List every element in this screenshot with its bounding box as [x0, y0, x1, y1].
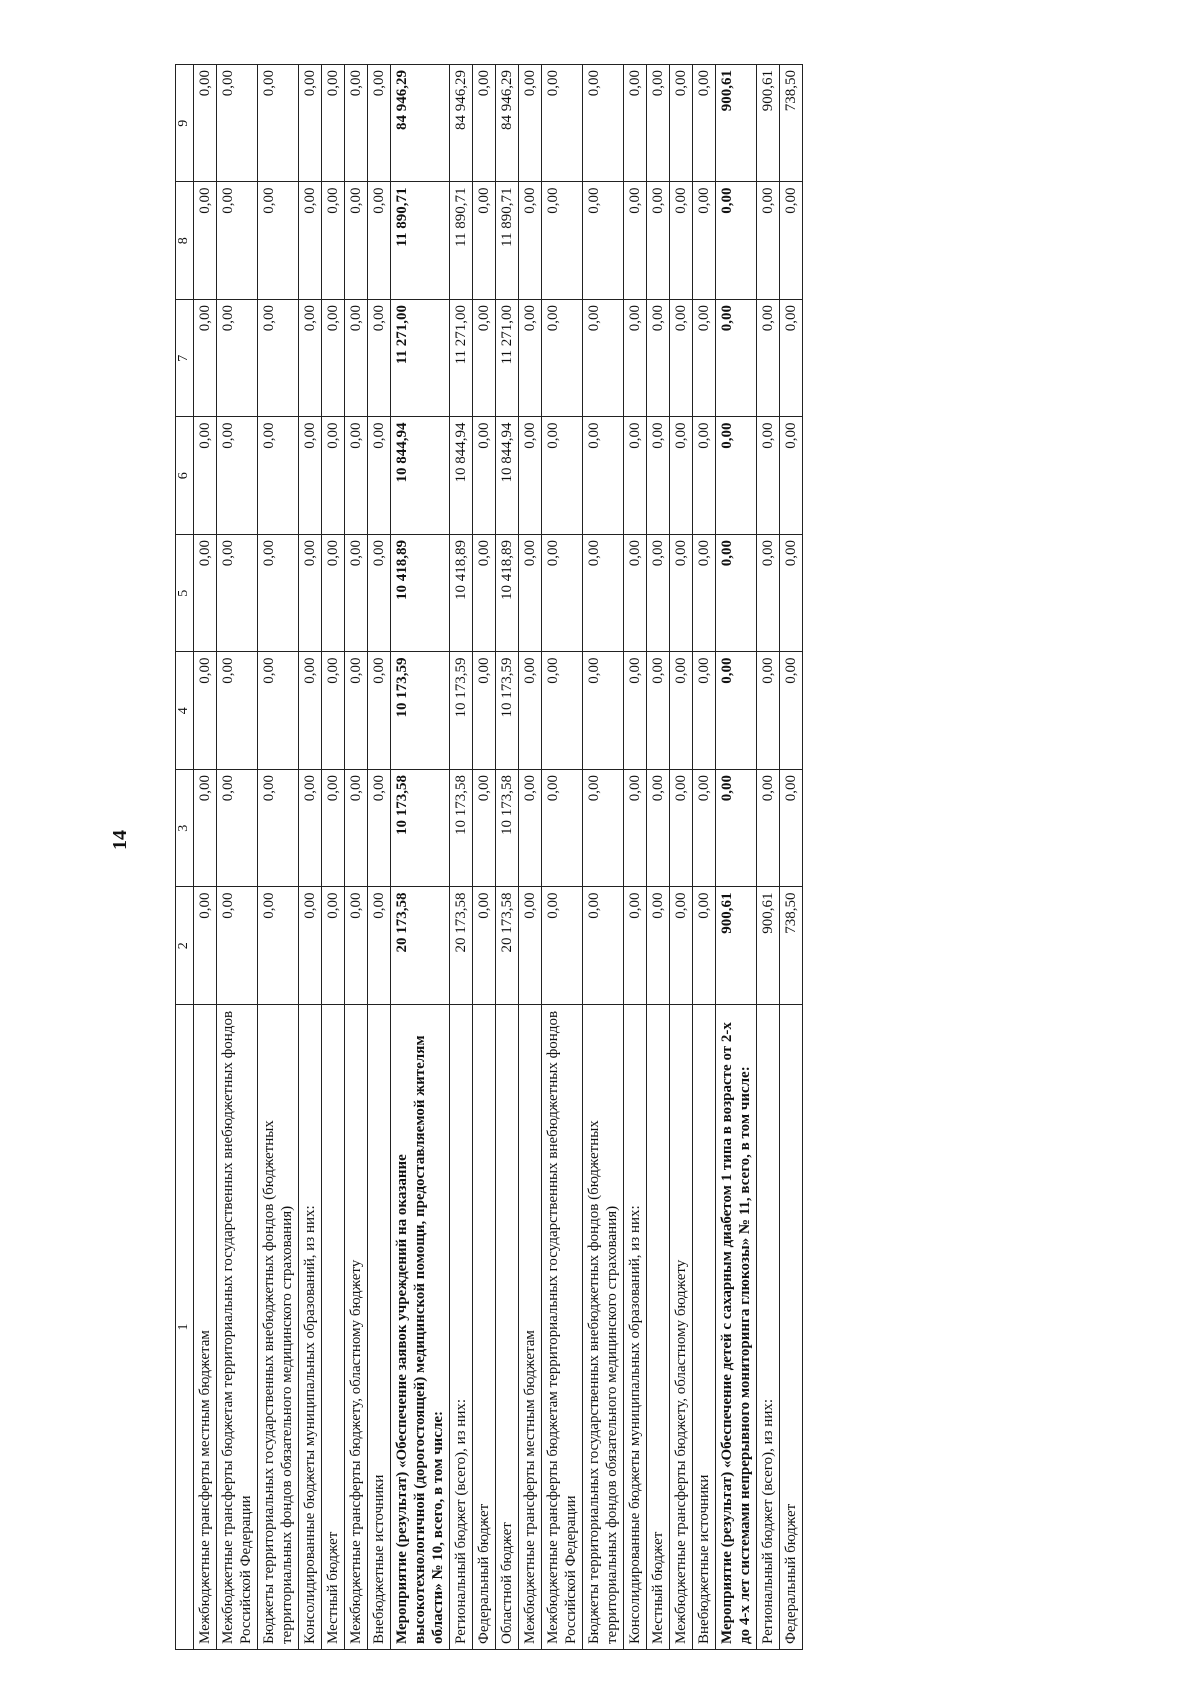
value-cell: 0,00 [779, 770, 802, 888]
value-cell: 0,00 [646, 652, 669, 770]
value-cell: 0,00 [756, 417, 779, 535]
value-cell: 0,00 [321, 65, 344, 183]
value-cell: 0,00 [298, 535, 321, 653]
value-cell: 0,00 [193, 887, 216, 1005]
row-label: Межбюджетные трансферты бюджету, областному бюджету [669, 1005, 692, 1650]
value-cell: 11 890,71 [390, 182, 449, 300]
value-cell: 0,00 [692, 417, 715, 535]
value-cell: 0,00 [779, 182, 802, 300]
value-cell: 0,00 [298, 770, 321, 888]
value-cell: 0,00 [669, 887, 692, 1005]
row-label: Местный бюджет [646, 1005, 669, 1650]
column-header: 6 [176, 417, 194, 535]
value-cell: 20 173,58 [495, 887, 518, 1005]
value-cell: 0,00 [472, 65, 495, 183]
value-cell: 0,00 [193, 300, 216, 418]
value-cell: 0,00 [367, 887, 390, 1005]
value-cell: 900,61 [715, 887, 756, 1005]
column-header: 2 [176, 887, 194, 1005]
table-row [321, 65, 344, 1650]
value-cell: 0,00 [756, 770, 779, 888]
value-cell: 0,00 [344, 417, 367, 535]
value-cell: 84 946,29 [495, 65, 518, 183]
table-row [344, 65, 367, 1650]
value-cell: 0,00 [623, 652, 646, 770]
column-header: 9 [176, 65, 194, 183]
row-label: Бюджеты территориальных государственных внебюджетных фондов (бюджетных территориальных фондов обязательного медицинского страхования) [582, 1005, 623, 1650]
value-cell: 0,00 [518, 770, 541, 888]
value-cell: 0,00 [669, 65, 692, 183]
value-cell: 10 418,89 [390, 535, 449, 653]
value-cell: 0,00 [669, 770, 692, 888]
value-cell: 0,00 [321, 887, 344, 1005]
value-cell: 0,00 [779, 535, 802, 653]
value-cell: 900,61 [715, 65, 756, 183]
value-cell: 0,00 [582, 417, 623, 535]
row-label: Межбюджетные трансферты местным бюджетам [518, 1005, 541, 1650]
value-cell: 0,00 [344, 65, 367, 183]
value-cell: 0,00 [582, 887, 623, 1005]
value-cell: 0,00 [344, 300, 367, 418]
value-cell: 0,00 [623, 182, 646, 300]
column-header: 5 [176, 535, 194, 653]
value-cell: 0,00 [298, 300, 321, 418]
table-row [756, 65, 779, 1650]
value-cell: 0,00 [216, 887, 257, 1005]
table-row [623, 65, 646, 1650]
table-row [390, 65, 449, 1650]
value-cell: 0,00 [298, 65, 321, 183]
value-cell: 0,00 [216, 65, 257, 183]
column-header: 3 [176, 770, 194, 888]
value-cell: 0,00 [518, 182, 541, 300]
value-cell: 0,00 [321, 652, 344, 770]
value-cell: 11 890,71 [449, 182, 472, 300]
value-cell: 10 173,59 [449, 652, 472, 770]
table-row [692, 65, 715, 1650]
table-row [582, 65, 623, 1650]
value-cell: 0,00 [692, 182, 715, 300]
value-cell: 0,00 [518, 652, 541, 770]
table-row [779, 65, 802, 1650]
value-cell: 0,00 [669, 652, 692, 770]
value-cell: 0,00 [692, 535, 715, 653]
value-cell: 0,00 [472, 182, 495, 300]
value-cell: 0,00 [321, 300, 344, 418]
value-cell: 0,00 [582, 770, 623, 888]
value-cell: 738,50 [779, 65, 802, 183]
page-number: 14 [109, 830, 131, 850]
row-label: Региональный бюджет (всего), из них: [449, 1005, 472, 1650]
row-label: Межбюджетные трансферты местным бюджетам [193, 1005, 216, 1650]
column-header: 8 [176, 182, 194, 300]
value-cell: 0,00 [518, 417, 541, 535]
table-row [715, 65, 756, 1650]
value-cell: 10 173,58 [495, 770, 518, 888]
value-cell: 0,00 [518, 65, 541, 183]
table-row [298, 65, 321, 1650]
table-row [367, 65, 390, 1650]
value-cell: 0,00 [298, 652, 321, 770]
value-cell: 10 418,89 [449, 535, 472, 653]
value-cell: 0,00 [623, 887, 646, 1005]
table-row [449, 65, 472, 1650]
value-cell: 0,00 [779, 300, 802, 418]
value-cell: 0,00 [623, 417, 646, 535]
row-label: Областной бюджет [495, 1005, 518, 1650]
value-cell: 0,00 [344, 770, 367, 888]
value-cell: 0,00 [623, 535, 646, 653]
value-cell: 0,00 [582, 652, 623, 770]
value-cell: 0,00 [692, 652, 715, 770]
value-cell: 0,00 [472, 535, 495, 653]
value-cell: 0,00 [541, 65, 582, 183]
table-row [646, 65, 669, 1650]
row-label: Межбюджетные трансферты бюджетам территориальных государственных внебюджетных фондов Российской Федерации [541, 1005, 582, 1650]
value-cell: 0,00 [623, 300, 646, 418]
value-cell: 0,00 [367, 535, 390, 653]
value-cell: 0,00 [216, 182, 257, 300]
value-cell: 0,00 [582, 300, 623, 418]
value-cell: 0,00 [344, 535, 367, 653]
table-row [216, 65, 257, 1650]
value-cell: 0,00 [756, 535, 779, 653]
value-cell: 0,00 [756, 300, 779, 418]
value-cell: 0,00 [541, 770, 582, 888]
value-cell: 0,00 [582, 65, 623, 183]
value-cell: 0,00 [193, 65, 216, 183]
value-cell: 0,00 [541, 182, 582, 300]
value-cell: 11 890,71 [495, 182, 518, 300]
value-cell: 0,00 [472, 770, 495, 888]
value-cell: 0,00 [257, 300, 298, 418]
value-cell: 0,00 [646, 65, 669, 183]
value-cell: 0,00 [472, 417, 495, 535]
value-cell: 0,00 [257, 770, 298, 888]
value-cell: 0,00 [646, 300, 669, 418]
value-cell: 0,00 [646, 417, 669, 535]
value-cell: 0,00 [344, 182, 367, 300]
value-cell: 0,00 [472, 652, 495, 770]
value-cell: 11 271,00 [495, 300, 518, 418]
table-header-row [176, 65, 194, 1650]
value-cell: 0,00 [216, 770, 257, 888]
column-header: 7 [176, 300, 194, 418]
row-label: Внебюджетные источники [692, 1005, 715, 1650]
value-cell: 0,00 [518, 300, 541, 418]
value-cell: 0,00 [344, 652, 367, 770]
value-cell: 0,00 [715, 300, 756, 418]
value-cell: 0,00 [257, 417, 298, 535]
value-cell: 0,00 [692, 300, 715, 418]
value-cell: 0,00 [692, 770, 715, 888]
value-cell: 10 173,58 [390, 770, 449, 888]
column-header: 4 [176, 652, 194, 770]
value-cell: 0,00 [193, 417, 216, 535]
row-label: Межбюджетные трансферты бюджетам территориальных государственных внебюджетных фондов Российской Федерации [216, 1005, 257, 1650]
value-cell: 0,00 [257, 535, 298, 653]
value-cell: 0,00 [367, 300, 390, 418]
row-label: Местный бюджет [321, 1005, 344, 1650]
value-cell: 84 946,29 [449, 65, 472, 183]
value-cell: 20 173,58 [390, 887, 449, 1005]
value-cell: 0,00 [541, 300, 582, 418]
value-cell: 0,00 [715, 652, 756, 770]
value-cell: 0,00 [367, 770, 390, 888]
row-label: Федеральный бюджет [779, 1005, 802, 1650]
value-cell: 0,00 [367, 652, 390, 770]
budget-table-container [175, 65, 1080, 1650]
row-label: Бюджеты территориальных государственных внебюджетных фондов (бюджетных территориальных фондов обязательного медицинского страхования) [257, 1005, 298, 1650]
row-label: Консолидированные бюджеты муниципальных образований, из них: [298, 1005, 321, 1650]
row-label: Межбюджетные трансферты бюджету, областному бюджету [344, 1005, 367, 1650]
value-cell: 0,00 [669, 535, 692, 653]
row-label: Консолидированные бюджеты муниципальных образований, из них: [623, 1005, 646, 1650]
value-cell: 10 844,94 [495, 417, 518, 535]
value-cell: 0,00 [367, 182, 390, 300]
value-cell: 0,00 [646, 770, 669, 888]
value-cell: 0,00 [692, 887, 715, 1005]
table-body [193, 65, 802, 1650]
value-cell: 0,00 [367, 65, 390, 183]
value-cell: 0,00 [193, 535, 216, 653]
value-cell: 0,00 [298, 417, 321, 535]
table-row [495, 65, 518, 1650]
budget-table [175, 64, 803, 1650]
value-cell: 10 173,59 [390, 652, 449, 770]
table-row [193, 65, 216, 1650]
value-cell: 0,00 [715, 417, 756, 535]
table-row [518, 65, 541, 1650]
value-cell: 0,00 [541, 652, 582, 770]
value-cell: 10 844,94 [390, 417, 449, 535]
value-cell: 0,00 [756, 652, 779, 770]
value-cell: 0,00 [623, 65, 646, 183]
value-cell: 738,50 [779, 887, 802, 1005]
row-label: Мероприятие (результат) «Обеспечение заявок учреждений на оказание высокотехнологичной (дорогостоящей) медицинской помощи, предоставляемой жителям области» № 10, всего, в том числе: [390, 1005, 449, 1650]
value-cell: 84 946,29 [390, 65, 449, 183]
value-cell: 20 173,58 [449, 887, 472, 1005]
value-cell: 0,00 [257, 652, 298, 770]
value-cell: 0,00 [321, 182, 344, 300]
value-cell: 0,00 [298, 887, 321, 1005]
value-cell: 0,00 [669, 182, 692, 300]
value-cell: 0,00 [216, 535, 257, 653]
value-cell: 0,00 [257, 65, 298, 183]
value-cell: 0,00 [472, 300, 495, 418]
value-cell: 0,00 [321, 770, 344, 888]
value-cell: 0,00 [216, 417, 257, 535]
value-cell: 0,00 [518, 535, 541, 653]
value-cell: 11 271,00 [449, 300, 472, 418]
table-row [472, 65, 495, 1650]
value-cell: 0,00 [669, 300, 692, 418]
value-cell: 0,00 [321, 535, 344, 653]
value-cell: 900,61 [756, 887, 779, 1005]
value-cell: 0,00 [298, 182, 321, 300]
value-cell: 10 844,94 [449, 417, 472, 535]
value-cell: 0,00 [472, 887, 495, 1005]
value-cell: 0,00 [193, 770, 216, 888]
value-cell: 0,00 [257, 182, 298, 300]
row-label: Внебюджетные источники [367, 1005, 390, 1650]
value-cell: 0,00 [216, 300, 257, 418]
value-cell: 0,00 [541, 887, 582, 1005]
value-cell: 0,00 [715, 535, 756, 653]
value-cell: 0,00 [669, 417, 692, 535]
value-cell: 10 173,58 [449, 770, 472, 888]
value-cell: 10 418,89 [495, 535, 518, 653]
column-header: 1 [176, 1005, 194, 1650]
value-cell: 0,00 [193, 182, 216, 300]
value-cell: 0,00 [582, 535, 623, 653]
value-cell: 0,00 [518, 887, 541, 1005]
row-label: Мероприятие (результат) «Обеспечение детей с сахарным диабетом 1 типа в возрасте от 2-х до 4-х лет системами непрерывного мониторинга глюкозы» № 11, всего, в том числе: [715, 1005, 756, 1650]
value-cell: 0,00 [257, 887, 298, 1005]
value-cell: 0,00 [779, 417, 802, 535]
table-row [541, 65, 582, 1650]
value-cell: 0,00 [646, 182, 669, 300]
value-cell: 0,00 [715, 770, 756, 888]
value-cell: 10 173,59 [495, 652, 518, 770]
value-cell: 0,00 [646, 535, 669, 653]
table-row [257, 65, 298, 1650]
value-cell: 0,00 [367, 417, 390, 535]
value-cell: 0,00 [692, 65, 715, 183]
value-cell: 0,00 [541, 535, 582, 653]
value-cell: 0,00 [756, 182, 779, 300]
value-cell: 0,00 [193, 652, 216, 770]
value-cell: 0,00 [779, 652, 802, 770]
value-cell: 0,00 [646, 887, 669, 1005]
table-row [669, 65, 692, 1650]
row-label: Федеральный бюджет [472, 1005, 495, 1650]
value-cell: 0,00 [623, 770, 646, 888]
value-cell: 0,00 [715, 182, 756, 300]
value-cell: 11 271,00 [390, 300, 449, 418]
value-cell: 0,00 [216, 652, 257, 770]
value-cell: 0,00 [344, 887, 367, 1005]
value-cell: 900,61 [756, 65, 779, 183]
value-cell: 0,00 [541, 417, 582, 535]
row-label: Региональный бюджет (всего), из них: [756, 1005, 779, 1650]
value-cell: 0,00 [582, 182, 623, 300]
value-cell: 0,00 [321, 417, 344, 535]
